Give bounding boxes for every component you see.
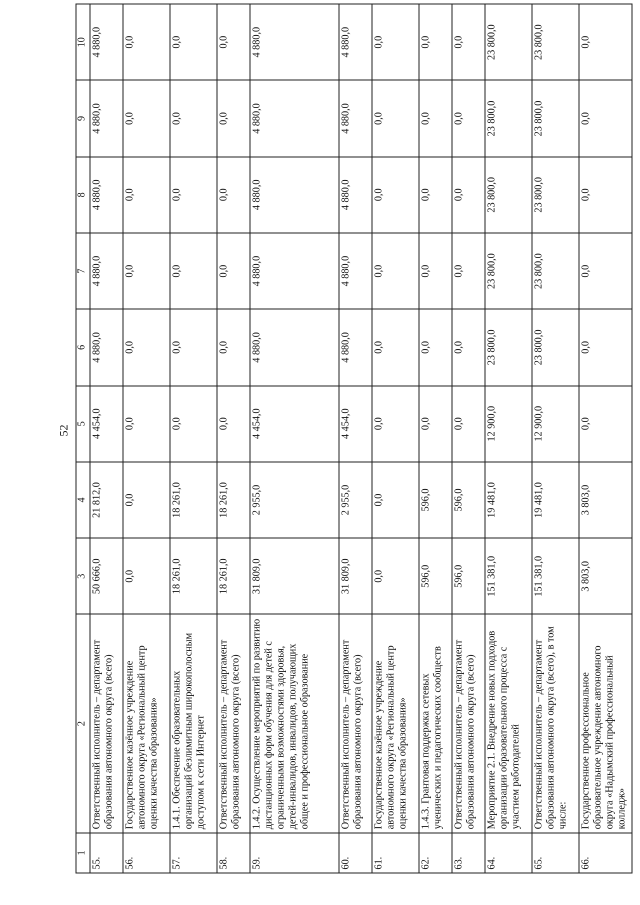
- value-cell: 4 880,0: [250, 157, 339, 233]
- column-header: 9: [76, 80, 90, 156]
- value-cell: 4 880,0: [339, 233, 372, 309]
- table-row: [532, 4, 579, 873]
- row-number: 65.: [532, 833, 579, 873]
- value-cell: 23 800,0: [485, 4, 532, 80]
- value-cell: 4 880,0: [90, 233, 123, 309]
- row-number: 62.: [419, 833, 452, 873]
- value-cell: 4 880,0: [339, 157, 372, 233]
- value-cell: 0,0: [217, 386, 250, 462]
- value-cell: 0,0: [170, 233, 217, 309]
- value-cell: 0,0: [452, 157, 485, 233]
- value-cell: 4 880,0: [250, 309, 339, 385]
- value-cell: 0,0: [372, 4, 419, 80]
- value-cell: 0,0: [217, 80, 250, 156]
- table-row: [170, 4, 217, 873]
- value-cell: 23 800,0: [485, 309, 532, 385]
- value-cell: 19 481,0: [485, 462, 532, 538]
- value-cell: 0,0: [579, 386, 632, 462]
- row-number: 66.: [579, 833, 632, 873]
- value-cell: 0,0: [372, 462, 419, 538]
- value-cell: 0,0: [419, 309, 452, 385]
- table-row: [90, 4, 123, 873]
- value-cell: 0,0: [170, 386, 217, 462]
- value-cell: 0,0: [452, 4, 485, 80]
- value-cell: 0,0: [217, 309, 250, 385]
- value-cell: 0,0: [123, 309, 170, 385]
- row-number: 58.: [217, 833, 250, 873]
- value-cell: 4 880,0: [250, 80, 339, 156]
- table-row: [485, 4, 532, 873]
- value-cell: 0,0: [452, 309, 485, 385]
- table-row: [217, 4, 250, 873]
- value-cell: 0,0: [170, 309, 217, 385]
- value-cell: 0,0: [123, 386, 170, 462]
- value-cell: 0,0: [123, 80, 170, 156]
- row-number: 59.: [250, 833, 339, 873]
- column-header: 7: [76, 233, 90, 309]
- table-row: [123, 4, 170, 873]
- value-cell: 0,0: [579, 157, 632, 233]
- value-cell: 4 454,0: [250, 386, 339, 462]
- value-cell: 0,0: [372, 233, 419, 309]
- value-cell: 0,0: [419, 386, 452, 462]
- rotated-page: [76, 4, 633, 874]
- row-number: 57.: [170, 833, 217, 873]
- value-cell: 596,0: [419, 538, 452, 614]
- page-number: 52: [56, 424, 71, 437]
- value-cell: 596,0: [419, 462, 452, 538]
- value-cell: 0,0: [452, 80, 485, 156]
- row-name: Государственное казённое учреждение автономного округа «Региональный центр оценки качества образования»: [372, 614, 419, 832]
- value-cell: 12 900,0: [485, 386, 532, 462]
- value-cell: 0,0: [123, 157, 170, 233]
- value-cell: 596,0: [452, 538, 485, 614]
- value-cell: 18 261,0: [217, 462, 250, 538]
- column-header: 10: [76, 4, 90, 80]
- value-cell: 19 481,0: [532, 462, 579, 538]
- value-cell: 0,0: [452, 233, 485, 309]
- value-cell: 0,0: [579, 4, 632, 80]
- column-header: 6: [76, 309, 90, 385]
- budget-table: [76, 4, 633, 874]
- value-cell: 0,0: [579, 80, 632, 156]
- column-header: 5: [76, 386, 90, 462]
- table-row: [579, 4, 632, 873]
- value-cell: 0,0: [170, 157, 217, 233]
- table-row: [419, 4, 452, 873]
- value-cell: 0,0: [419, 80, 452, 156]
- value-cell: 23 800,0: [532, 233, 579, 309]
- value-cell: 18 261,0: [217, 538, 250, 614]
- row-name: 1.4.2. Осуществление мероприятий по развитию дистанционных форм обучения для детей с ограниченными возможностями здоровья, детей-инвалидов, инвалидов, получающих общее и профессиональное образование: [250, 614, 339, 832]
- row-number: 60.: [339, 833, 372, 873]
- row-name: Ответственный исполнитель – департамент образования автономного округа (всего), в том числе:: [532, 614, 579, 832]
- value-cell: 23 800,0: [485, 157, 532, 233]
- value-cell: 0,0: [217, 4, 250, 80]
- value-cell: 3 803,0: [579, 462, 632, 538]
- table-row: [339, 4, 372, 873]
- row-number: 55.: [90, 833, 123, 873]
- column-header: 3: [76, 538, 90, 614]
- value-cell: 18 261,0: [170, 462, 217, 538]
- row-name: Ответственный исполнитель – департамент образования автономного округа (всего): [339, 614, 372, 832]
- value-cell: 4 880,0: [250, 4, 339, 80]
- value-cell: 23 800,0: [532, 157, 579, 233]
- value-cell: 0,0: [452, 386, 485, 462]
- value-cell: 0,0: [372, 80, 419, 156]
- row-name: Государственное казённое учреждение автономного округа «Региональный центр оценки качества образования»: [123, 614, 170, 832]
- row-name: 1.4.1. Обеспечение образовательных организаций безлимитным широкополосным доступом к сети Интернет: [170, 614, 217, 832]
- value-cell: 0,0: [579, 309, 632, 385]
- value-cell: 0,0: [217, 233, 250, 309]
- value-cell: 0,0: [217, 157, 250, 233]
- value-cell: 23 800,0: [532, 80, 579, 156]
- column-header: 2: [76, 614, 90, 832]
- value-cell: 4 880,0: [339, 309, 372, 385]
- row-name: Ответственный исполнитель – департамент образования автономного округа (всего): [90, 614, 123, 832]
- value-cell: 596,0: [452, 462, 485, 538]
- row-number: 56.: [123, 833, 170, 873]
- value-cell: 2 955,0: [339, 462, 372, 538]
- value-cell: 18 261,0: [170, 538, 217, 614]
- value-cell: 0,0: [372, 386, 419, 462]
- value-cell: 4 880,0: [339, 4, 372, 80]
- value-cell: 31 809,0: [250, 538, 339, 614]
- table-row: [452, 4, 485, 873]
- column-header: 8: [76, 157, 90, 233]
- value-cell: 23 800,0: [485, 233, 532, 309]
- value-cell: 0,0: [419, 4, 452, 80]
- value-cell: 0,0: [372, 157, 419, 233]
- column-header: 4: [76, 462, 90, 538]
- value-cell: 4 454,0: [339, 386, 372, 462]
- value-cell: 2 955,0: [250, 462, 339, 538]
- value-cell: 0,0: [123, 462, 170, 538]
- row-number: 61.: [372, 833, 419, 873]
- column-header: 1: [76, 833, 90, 873]
- value-cell: 0,0: [579, 233, 632, 309]
- value-cell: 23 800,0: [485, 80, 532, 156]
- value-cell: 0,0: [123, 233, 170, 309]
- value-cell: 0,0: [419, 233, 452, 309]
- value-cell: 0,0: [372, 309, 419, 385]
- value-cell: 0,0: [123, 538, 170, 614]
- value-cell: 23 800,0: [532, 4, 579, 80]
- table-row: [372, 4, 419, 873]
- value-cell: 0,0: [170, 4, 217, 80]
- value-cell: 151 381,0: [532, 538, 579, 614]
- value-cell: 4 880,0: [90, 157, 123, 233]
- row-name: Ответственный исполнитель – департамент образования автономного округа (всего): [217, 614, 250, 832]
- row-name: Мероприятие 2.1. Внедрение новых подходов организации образовательного процесса с участием работодателей: [485, 614, 532, 832]
- row-name: Государственное профессиональное образовательное учреждение автономного округа «Надымский профессиональный колледж»: [579, 614, 632, 832]
- row-number: 63.: [452, 833, 485, 873]
- value-cell: 4 454,0: [90, 386, 123, 462]
- value-cell: 3 803,0: [579, 538, 632, 614]
- row-number: 64.: [485, 833, 532, 873]
- value-cell: 0,0: [170, 80, 217, 156]
- value-cell: 50 666,0: [90, 538, 123, 614]
- table-row: [250, 4, 339, 873]
- row-name: Ответственный исполнитель – департамент образования автономного округа (всего): [452, 614, 485, 832]
- value-cell: 31 809,0: [339, 538, 372, 614]
- value-cell: 4 880,0: [90, 309, 123, 385]
- row-name: 1.4.3. Грантовая поддержка сетевых ученических и педагогических сообществ: [419, 614, 452, 832]
- value-cell: 23 800,0: [532, 309, 579, 385]
- value-cell: 12 900,0: [532, 386, 579, 462]
- header-row: [76, 4, 90, 873]
- value-cell: 4 880,0: [250, 233, 339, 309]
- value-cell: 21 812,0: [90, 462, 123, 538]
- value-cell: 4 880,0: [339, 80, 372, 156]
- value-cell: 151 381,0: [485, 538, 532, 614]
- value-cell: 4 880,0: [90, 80, 123, 156]
- value-cell: 0,0: [372, 538, 419, 614]
- value-cell: 0,0: [419, 157, 452, 233]
- value-cell: 0,0: [123, 4, 170, 80]
- value-cell: 4 880,0: [90, 4, 123, 80]
